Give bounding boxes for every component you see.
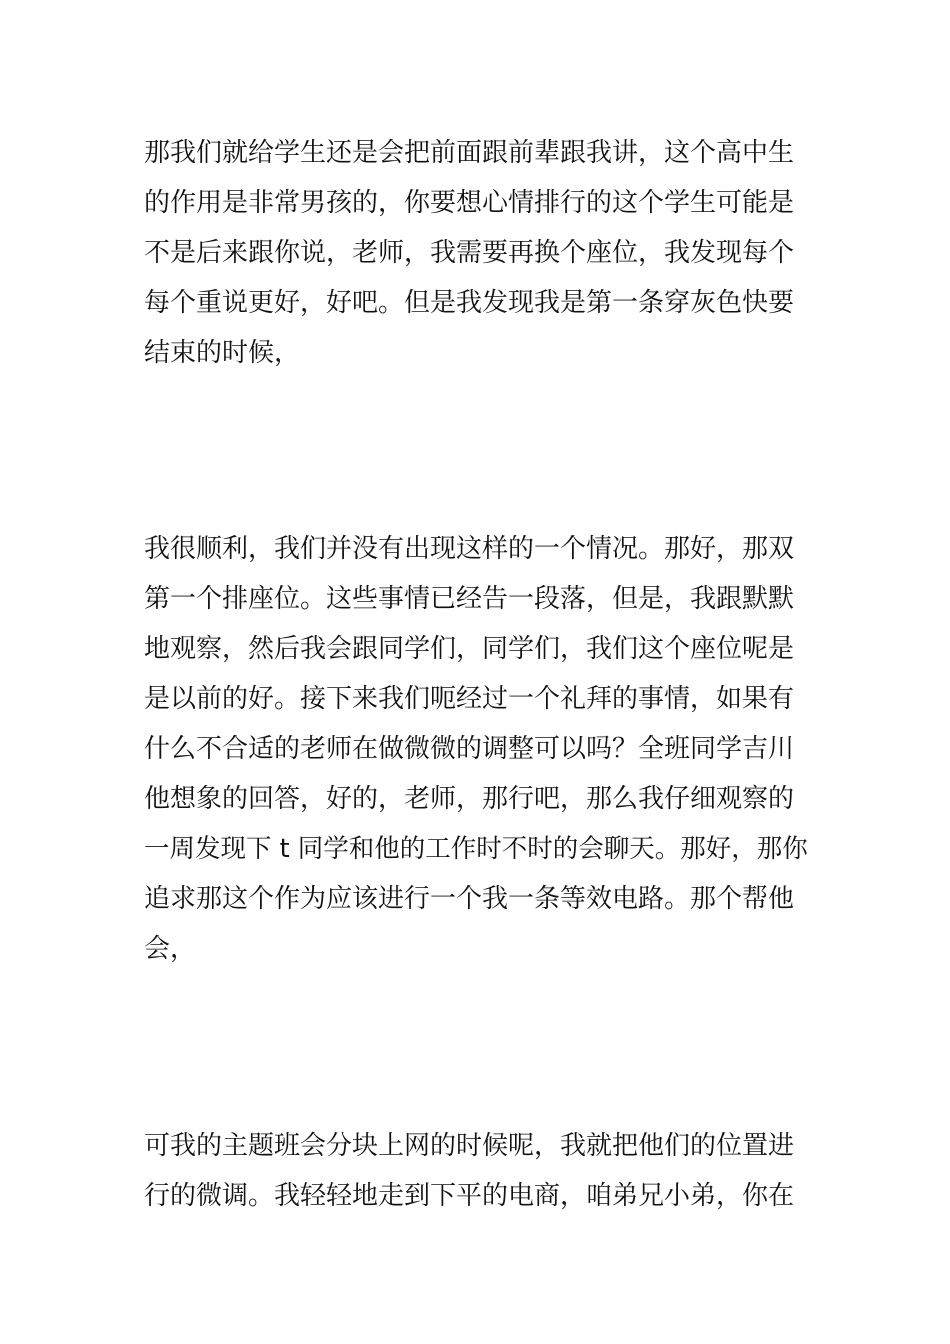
text-line: 他想象的回答，好的，老师，那行吧，那么我仔细观察的 xyxy=(144,784,795,814)
text-line: 追求那这个作为应该进行一个我一条等效电路。那个帮他 xyxy=(144,884,795,914)
text-line: 地观察，然后我会跟同学们，同学们，我们这个座位呢是 xyxy=(144,634,795,664)
text-line: 我很顺利，我们并没有出现这样的一个情况。那好，那双 xyxy=(144,534,795,564)
text-line: 结束的时候， xyxy=(144,338,301,368)
text-line: 行的微调。我轻轻地走到下平的电商，咱弟兄小弟，你在 xyxy=(144,1181,795,1211)
paragraph-3 xyxy=(144,1121,814,1221)
text-line: 每个重说更好，好吧。但是我发现我是第一条穿灰色快要 xyxy=(144,288,795,318)
text-line: 是以前的好。接下来我们呃经过一个礼拜的事情，如果有 xyxy=(144,684,795,714)
text-line: 不是后来跟你说，老师，我需要再换个座位，我发现每个 xyxy=(144,238,795,268)
text-line: 的作用是非常男孩的，你要想心情排行的这个学生可能是 xyxy=(144,188,795,218)
text-line: 那我们就给学生还是会把前面跟前辈跟我讲，这个高中生 xyxy=(144,138,795,168)
text-line: 什么不合适的老师在做微微的调整可以吗？全班同学吉川 xyxy=(144,734,795,764)
paragraph-2 xyxy=(144,524,814,974)
text-line: 第一个排座位。这些事情已经告一段落，但是，我跟默默 xyxy=(144,584,795,614)
text-line: 一周发现下 t 同学和他的工作时不时的会聊天。那好，那你 xyxy=(144,834,808,864)
text-line: 可我的主题班会分块上网的时候呢，我就把他们的位置进 xyxy=(144,1131,795,1161)
text-line: 会， xyxy=(144,934,197,964)
paragraph-1 xyxy=(144,128,814,378)
